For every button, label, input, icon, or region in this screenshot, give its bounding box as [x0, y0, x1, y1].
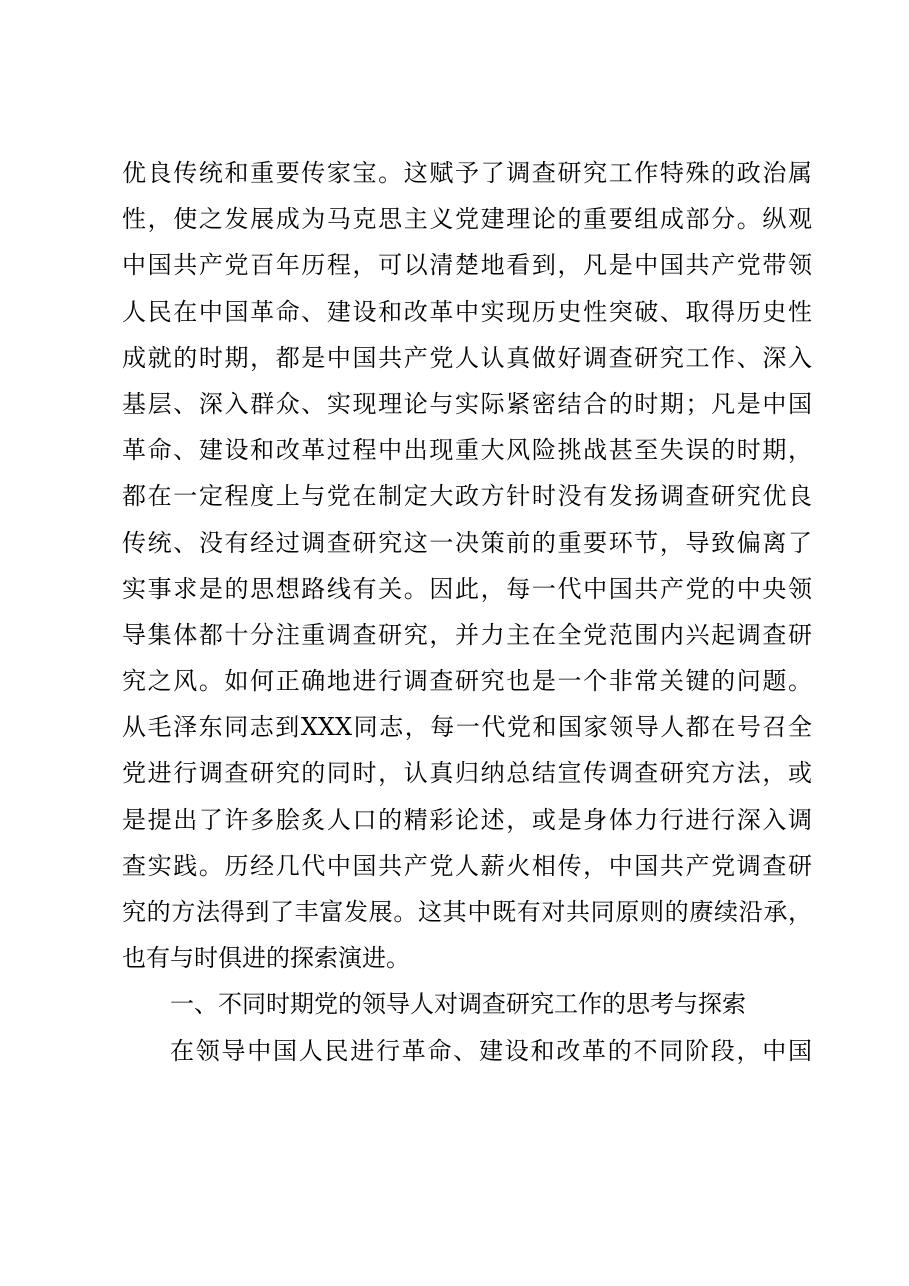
paragraph-line: 在领导中国人民进行革命、建设和改革的不同阶段，中国 — [170, 1036, 812, 1065]
paragraph-line: 是提出了许多脍炙人口的精彩论述，或是身体力行进行深入调 — [122, 805, 812, 834]
paragraph-line: 究之风。如何正确地进行调查研究也是一个非常关键的问题。 — [122, 667, 812, 696]
paragraph-line: 中国共产党百年历程，可以清楚地看到，凡是中国共产党带领 — [122, 251, 812, 280]
paragraph-line: 导集体都十分注重调查研究，并力主在全党范围内兴起调查研 — [122, 620, 812, 649]
paragraph-line: 人民在中国革命、建设和改革中实现历史性突破、取得历史性 — [122, 297, 812, 326]
paragraph-line: 党进行调查研究的同时，认真归纳总结宣传调查研究方法，或 — [122, 759, 812, 788]
paragraph-line: 实事求是的思想路线有关。因此，每一代中国共产党的中央领 — [122, 574, 812, 603]
paragraph-line: 成就的时期，都是中国共产党人认真做好调查研究工作、深入 — [122, 343, 812, 372]
paragraph-line: 优良传统和重要传家宝。这赋予了调查研究工作特殊的政治属 — [122, 159, 812, 187]
document-body — [122, 150, 812, 1074]
paragraph-line: 查实践。历经几代中国共产党人薪火相传，中国共产党调查研 — [122, 851, 812, 880]
section-heading: 一、不同时期党的领导人对调查研究工作的思考与探索 — [170, 990, 746, 1019]
paragraph-line: 从毛泽东同志到XXX同志，每一代党和国家领导人都在号召全 — [122, 713, 812, 742]
paragraph-line: 究的方法得到了丰富发展。这其中既有对共同原则的赓续沿承， — [122, 898, 812, 926]
paragraph-line: 都在一定程度上与党在制定大政方针时没有发扬调查研究优良 — [122, 482, 812, 511]
paragraph-line: 基层、深入群众、实现理论与实际紧密结合的时期；凡是中国 — [122, 389, 812, 418]
paragraph-line: 革命、建设和改革过程中出现重大风险挑战甚至失误的时期， — [122, 436, 812, 465]
paragraph-line: 性，使之发展成为马克思主义党建理论的重要组成部分。纵观 — [122, 205, 812, 234]
paragraph-line: 传统、没有经过调查研究这一决策前的重要环节，导致偏离了 — [122, 528, 812, 557]
paragraph-line: 也有与时俱进的探索演进。 — [122, 944, 410, 973]
